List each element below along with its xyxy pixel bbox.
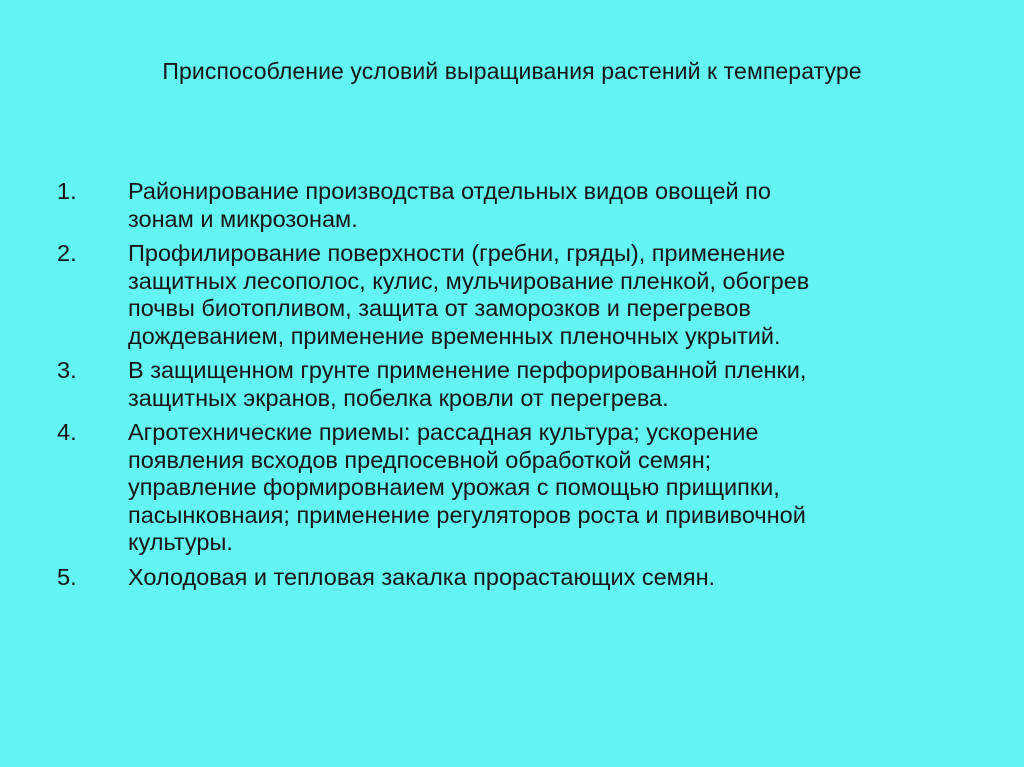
list-item: [57, 240, 977, 350]
list-item: [57, 178, 977, 233]
list-item-text: Профилирование поверхности (гребни, гряды), применение защитных лесополос, кулис, мульчирование пленкой, обогрев почвы биотопливом, защита от заморозков и перегревов дождеванием, применение временных пленочных укрытий.: [128, 240, 810, 349]
list-item-number: 4.: [57, 419, 77, 445]
list-item-text: Районирование производства отдельных видов овощей по зонам и микрозонам.: [128, 178, 771, 232]
list-item-number: 3.: [57, 357, 77, 383]
list-item-text: Агротехнические приемы: рассадная культура; ускорение появления всходов предпосевной обработкой семян; управление формировнаием урожая с помощью прищипки, пасынковнаия; применение регуляторов роста и прививочной культуры.: [128, 419, 806, 555]
list-item-number: 2.: [57, 240, 77, 266]
list-item: [57, 357, 977, 412]
list-item: [57, 564, 977, 592]
list-item-text: Холодовая и тепловая закалка прорастающих семян.: [128, 563, 716, 590]
list-item-number: 5.: [57, 563, 77, 590]
list-item: [57, 419, 977, 557]
list-item-text: В защищенном грунте применение перфорированной пленки, защитных экранов, побелка кровли от перегрева.: [128, 357, 807, 411]
list-item-number: 1.: [57, 178, 77, 204]
numbered-list: [57, 178, 977, 598]
slide-title: Приспособление условий выращивания растений к температуре: [162, 58, 862, 84]
